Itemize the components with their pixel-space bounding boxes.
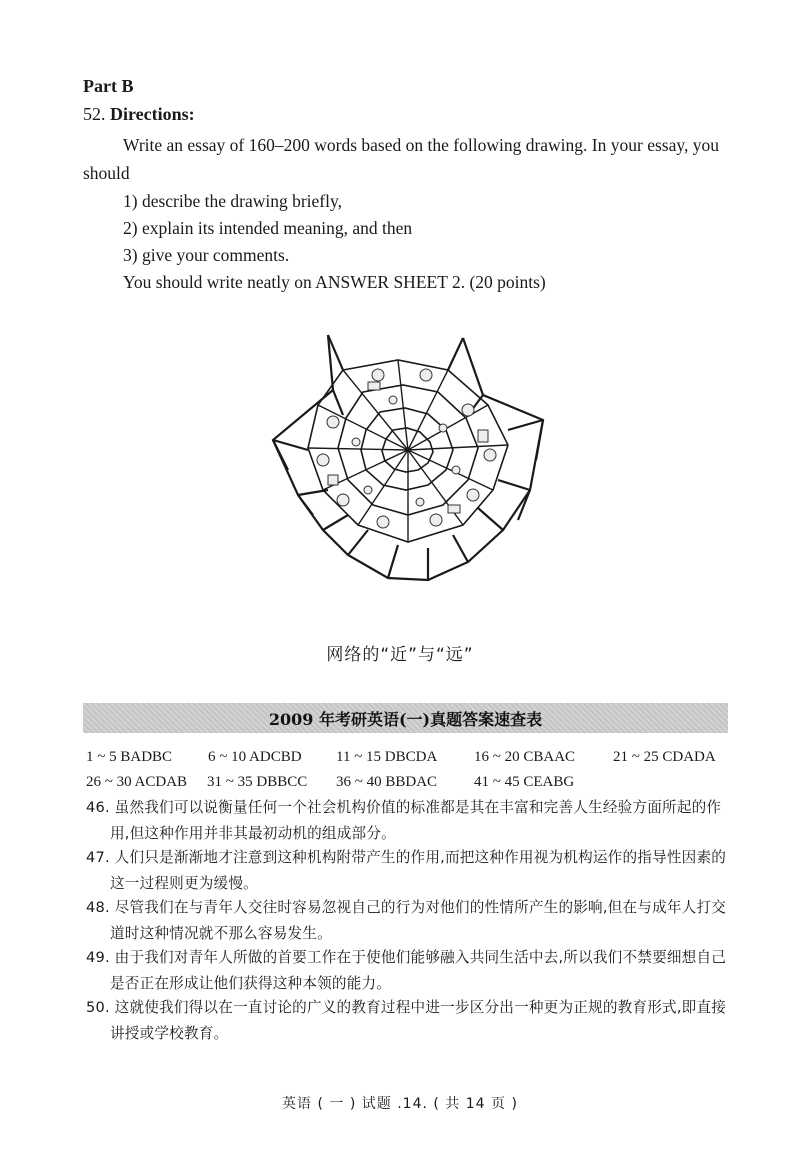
drawing-caption: 网络的“近”与“远” — [326, 645, 474, 665]
answer-group: 1 ~ 5 BADBC — [86, 749, 173, 765]
question-item-3: 3) give your comments. — [123, 245, 290, 265]
page-footer: 英语 ( 一 ) 试题 .14. ( 共 14 页 ) — [282, 1096, 518, 1112]
answer-group: 11 ~ 15 DBCDA — [336, 749, 438, 765]
answer-group: 16 ~ 20 CBAAC — [474, 749, 576, 765]
answer-group: 31 ~ 35 DBBCC — [207, 774, 308, 790]
translation-46: 46. 虽然我们可以说衡量任何一个社会机构价值的标准都是其在丰富和完善人生经验方面所起的作用,但这种作用并非其最初动机的组成部分。 — [86, 799, 722, 842]
answer-group: 26 ~ 30 ACDAB — [86, 774, 188, 790]
part-title: Part B — [83, 76, 134, 96]
question-item-1: 1) describe the drawing briefly, — [123, 191, 342, 211]
answer-group: 36 ~ 40 BBDAC — [336, 774, 438, 790]
question-item-2: 2) explain its intended meaning, and then — [123, 218, 413, 238]
answer-table-banner — [83, 703, 728, 733]
translation-49: 49. 由于我们对青年人所做的首要工作在于使他们能够融入共同生活中去,所以我们不禁要细想自己是否正在形成让他们获得这种本领的能力。 — [86, 949, 727, 992]
question-instruction: You should write neatly on ANSWER SHEET 2. (20 points) — [123, 272, 546, 292]
question-intro: Write an essay of 160–200 words based on the following drawing. In your essay, you should — [83, 135, 719, 183]
answer-group: 41 ~ 45 CEABG — [474, 774, 575, 790]
answer-table-title: 2009 年考研英语(一)真题答案速查表 — [268, 709, 543, 729]
translation-47: 47. 人们只是渐渐地才注意到这种机构附带产生的作用,而把这种作用视为机构运作的指导性因素的这一过程则更为缓慢。 — [86, 849, 727, 892]
question-number: 52. — [83, 104, 106, 124]
answer-group: 6 ~ 10 ADCBD — [208, 749, 302, 765]
answer-group: 21 ~ 25 CDADA — [613, 749, 716, 765]
directions-label: Directions: — [110, 104, 195, 124]
translation-48: 48. 尽管我们在与青年人交往时容易忽视自己的行为对他们的性情所产生的影响,但在与成年人打交道时这种情况就不那么容易发生。 — [86, 899, 727, 942]
question-heading — [83, 104, 195, 125]
translation-50: 50. 这就使我们得以在一直讨论的广义的教育过程中进一步区分出一种更为正规的教育形式,即直接讲授或学校教育。 — [86, 999, 727, 1042]
spider-web-drawing — [268, 330, 548, 600]
web-spokes — [308, 360, 508, 542]
